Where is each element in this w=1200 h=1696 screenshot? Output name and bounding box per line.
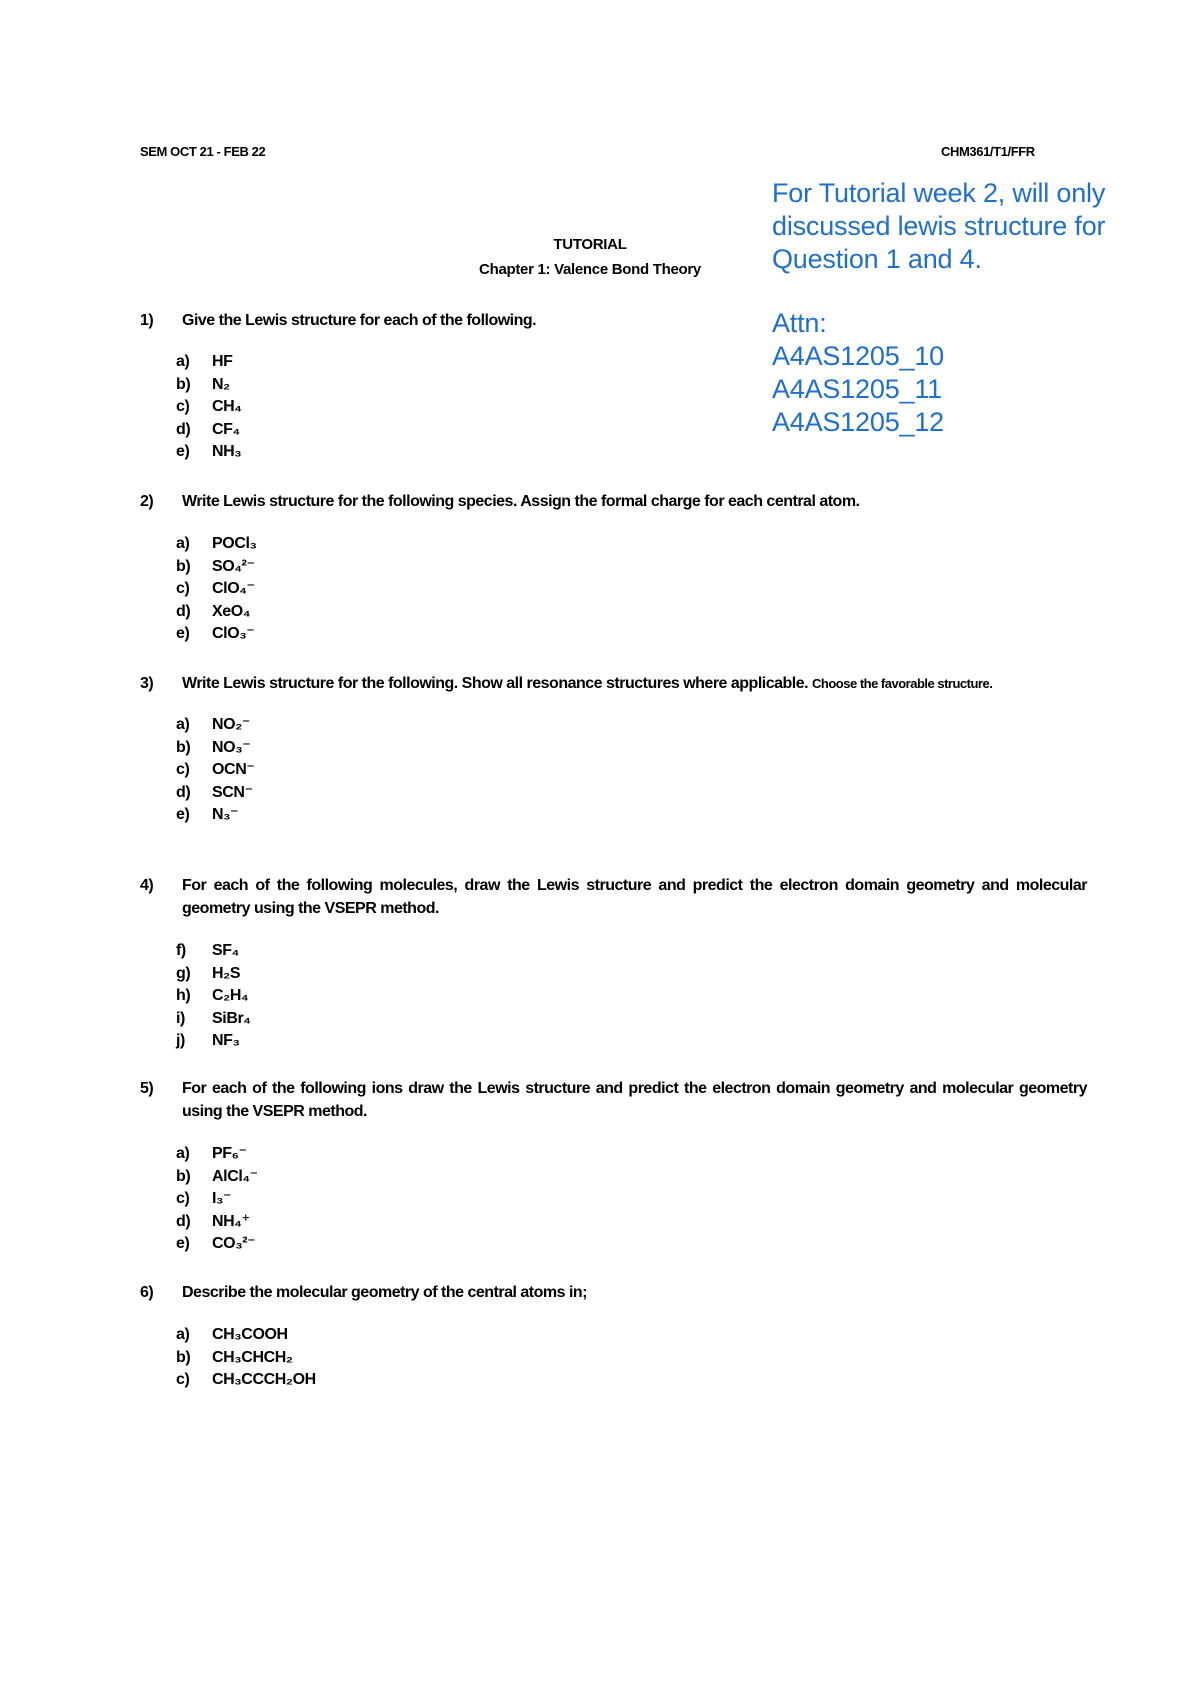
question-number: 6) bbox=[140, 1284, 154, 1301]
item-label: i) bbox=[176, 1009, 185, 1027]
item-formula: CH₃CHCH₂ bbox=[212, 1348, 293, 1366]
item-formula: CH₃COOH bbox=[212, 1326, 288, 1343]
question-number: 5) bbox=[140, 1080, 154, 1097]
question-5 bbox=[140, 1077, 1087, 1123]
question-number: 3) bbox=[140, 675, 154, 692]
question-number: 1) bbox=[140, 312, 154, 329]
item-label: a) bbox=[176, 535, 190, 552]
item-formula: NH₃ bbox=[212, 443, 242, 460]
item-label: c) bbox=[176, 1190, 190, 1207]
item-formula: NH₄⁺ bbox=[212, 1212, 250, 1230]
attention-note bbox=[772, 307, 944, 439]
item-label: d) bbox=[176, 602, 191, 620]
attn-group: A4AS1205_11 bbox=[772, 374, 942, 404]
item-label: a) bbox=[176, 353, 190, 370]
item-formula: NO₂⁻ bbox=[212, 716, 250, 733]
item-label: g) bbox=[176, 964, 191, 982]
item-formula: NO₃⁻ bbox=[212, 738, 251, 756]
item-formula: HF bbox=[212, 353, 233, 370]
question-text: For each of the following molecules, draw the Lewis structure and predict the electron domain geometry and molecular geometry using the VSEPR method. bbox=[182, 877, 1087, 917]
item-label: b) bbox=[176, 557, 191, 575]
attn-group: A4AS1205_10 bbox=[772, 341, 944, 371]
title-tutorial: TUTORIAL bbox=[553, 236, 627, 253]
item-label: b) bbox=[176, 1348, 191, 1366]
item-formula: H₂S bbox=[212, 964, 241, 982]
item-label: a) bbox=[176, 716, 190, 733]
item-formula: CH₄ bbox=[212, 398, 242, 415]
item-label: e) bbox=[176, 806, 190, 823]
note-line: Question 1 and 4. bbox=[772, 244, 982, 274]
item-label: j) bbox=[176, 1032, 185, 1049]
attn-label: Attn: bbox=[772, 308, 827, 338]
question-text: Write Lewis structure for the following species. Assign the formal charge for each central atom. bbox=[182, 493, 860, 510]
item-label: e) bbox=[176, 625, 190, 642]
item-label: d) bbox=[176, 783, 191, 801]
item-label: a) bbox=[176, 1145, 190, 1162]
item-formula: CH₃CCCH₂OH bbox=[212, 1371, 316, 1388]
item-formula: SCN⁻ bbox=[212, 783, 253, 801]
item-formula: SiBr₄ bbox=[212, 1009, 251, 1027]
question-text: For each of the following ions draw the Lewis structure and predict the electron domain geometry and molecular geometry using the VSEPR method. bbox=[182, 1080, 1087, 1120]
instructor-note bbox=[772, 177, 1105, 276]
item-label: f) bbox=[176, 942, 186, 959]
question-text: Describe the molecular geometry of the central atoms in; bbox=[182, 1284, 588, 1301]
item-formula: C₂H₄ bbox=[212, 987, 249, 1004]
item-formula: CF₄ bbox=[212, 420, 240, 438]
question-text: Give the Lewis structure for each of the following. bbox=[182, 312, 537, 329]
item-formula: ClO₄⁻ bbox=[212, 580, 255, 597]
item-formula: XeO₄ bbox=[212, 602, 251, 620]
item-formula: N₃⁻ bbox=[212, 806, 239, 823]
item-label: c) bbox=[176, 580, 190, 597]
item-label: e) bbox=[176, 1235, 190, 1252]
question-3 bbox=[140, 672, 992, 695]
question-text-line bbox=[182, 672, 992, 695]
item-label: b) bbox=[176, 738, 191, 756]
attn-group: A4AS1205_12 bbox=[772, 407, 944, 437]
item-formula: NF₃ bbox=[212, 1032, 240, 1049]
item-label: b) bbox=[176, 1167, 191, 1185]
item-label: c) bbox=[176, 761, 190, 778]
item-formula: SO₄²⁻ bbox=[212, 557, 255, 575]
note-line: For Tutorial week 2, will only bbox=[772, 178, 1106, 208]
question-number: 2) bbox=[140, 493, 154, 510]
question-6 bbox=[140, 1281, 587, 1304]
item-formula: OCN⁻ bbox=[212, 761, 255, 778]
item-label: c) bbox=[176, 1371, 190, 1388]
question-2 bbox=[140, 490, 860, 513]
item-label: b) bbox=[176, 375, 191, 393]
item-formula: PF₆⁻ bbox=[212, 1145, 247, 1162]
item-formula: I₃⁻ bbox=[212, 1190, 232, 1207]
item-label: d) bbox=[176, 1212, 191, 1230]
item-label: e) bbox=[176, 443, 190, 460]
item-label: d) bbox=[176, 420, 191, 438]
question-addendum: Choose the favorable structure. bbox=[812, 676, 993, 691]
item-formula: POCl₃ bbox=[212, 535, 257, 552]
item-formula: CO₃²⁻ bbox=[212, 1235, 256, 1252]
item-formula: AlCl₄⁻ bbox=[212, 1167, 258, 1185]
item-label: h) bbox=[176, 987, 191, 1004]
header-semester: SEM OCT 21 - FEB 22 bbox=[140, 144, 266, 159]
question-1 bbox=[140, 309, 536, 332]
question-text: Write Lewis structure for the following. Show all resonance structures where applicable. bbox=[182, 675, 809, 692]
note-line: discussed lewis structure for bbox=[772, 211, 1106, 241]
item-formula: N₂ bbox=[212, 375, 230, 393]
item-label: c) bbox=[176, 398, 190, 415]
item-label: a) bbox=[176, 1326, 190, 1343]
item-formula: ClO₃⁻ bbox=[212, 625, 255, 642]
question-number: 4) bbox=[140, 877, 154, 894]
title-chapter: Chapter 1: Valence Bond Theory bbox=[479, 261, 701, 278]
header-course-code: CHM361/T1/FFR bbox=[941, 144, 1035, 159]
question-4 bbox=[140, 874, 1087, 920]
item-formula: SF₄ bbox=[212, 942, 239, 959]
